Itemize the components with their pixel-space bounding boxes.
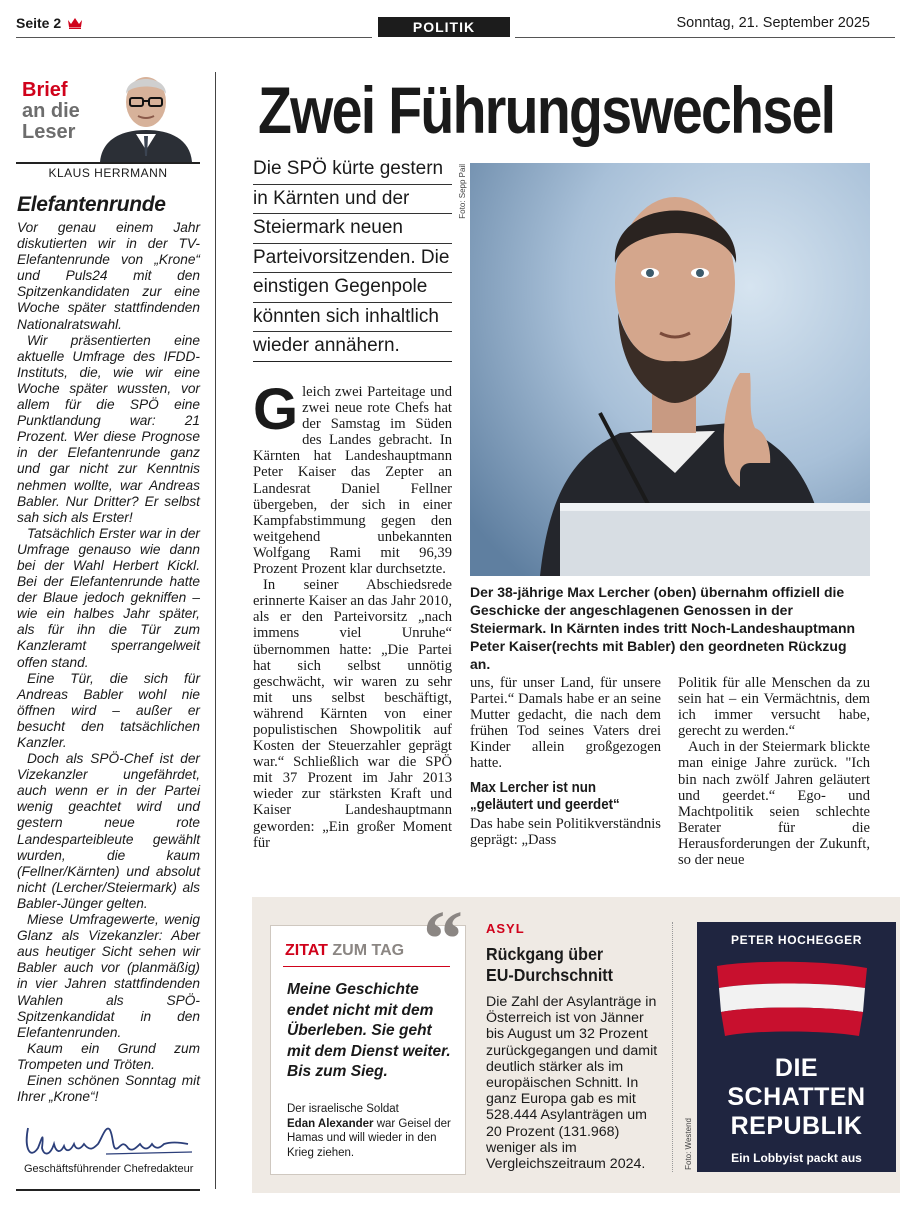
signature-image	[20, 1118, 195, 1164]
quote-label: ZITAT ZUM TAG	[285, 942, 405, 959]
drop-cap: G	[253, 377, 299, 442]
article-column-1: Gleich zwei Parteitage und zwei neue rote Chefs hat der Samstag im Süden des Landes gebracht. In Kärnten hat Landeshauptmann Peter Kaiser das Zepter an Landesrat Daniel Fellner übergeben, der sich in einer Kampfabstimmung gegen den weitgehend unbekannten Wolfgang Rami mit 96,39 Prozent Prozent klar durchsetzte. In seiner Abschiedsrede erinnerte Kaiser an das Jahr 2010, als er den Parteivorsitz „nach immens viel Unruhe“ übernommen hatte: „Die Partei hat sich selbst unnötig geschwächt, wir waren zu sehr mit uns selbst beschäftigt, während Kärnten von einer populistischen Showpolitik auf Kosten der Steuerzahler geprägt war.“ Schließlich war die SPÖ mit 37 Prozent im Jahr 2013 wieder zur stärksten Kraft und Kaiser Landeshauptmann geworden: „Ein großer Moment für	[253, 377, 452, 851]
quote-text: Meine Geschichte endet nicht mit dem Überleben. Sie geht mit dem Dienst weiter. Bis zum Sieg.	[287, 981, 451, 1080]
section-label: POLITIK	[378, 17, 510, 37]
author-name: KLAUS HERRMANN	[48, 166, 168, 180]
asyl-body: Die Zahl der Asylanträge in Österreich ist von Jänner bis August um 32 Prozent zurückgegangen und damit deutlich stärker als im europäischen Schnitt. In ganz Europa gab es mit 528.444 Asylanträgen um 20 Prozent (131.968) weniger als im Vergleichszeitraum 2024.	[486, 994, 658, 1173]
issue-date: Sonntag, 21. September 2025	[676, 15, 870, 31]
quote-source: Der israelische Soldat Edan Alexander war Geisel der Hamas und will wieder in den Krieg ziehen.	[287, 1103, 451, 1159]
photo-caption: Der 38-jährige Max Lercher (oben) übernahm offiziell die Geschicke der angeschlagenen Genossen in der Steiermark. In Kärnten indes tritt Noch-Landeshauptmann Peter Kaiser(rechts mit Babler) den geordneten Rückzug an.	[470, 584, 856, 672]
page-number: Seite 2	[16, 15, 83, 31]
crown-icon	[67, 17, 83, 29]
austrian-flag-image	[713, 958, 871, 1042]
sidebar-headline: Elefantenrunde	[17, 193, 166, 216]
article-lead: Die SPÖ kürte gestern in Kärnten und der Steiermark neuen Parteivorsitzenden. Die einstigen Gegenpole könnten sich inhaltlich wieder annähern.	[253, 155, 452, 361]
photo-max-lercher	[470, 163, 870, 576]
photo-credit: Foto: Sepp Pail	[458, 164, 467, 219]
book-title: DIE SCHATTEN REPUBLIK	[727, 1054, 866, 1140]
author-portrait	[92, 64, 200, 162]
quote-marks-icon: “	[423, 896, 463, 984]
asyl-headline: Rückgang über EU-Durchschnitt	[486, 944, 614, 985]
page-headline: Zwei Führungswechsel	[258, 73, 835, 147]
article-column-2: uns, für unser Land, für unsere Partei.“ Damals habe er an seine Mutter gedacht, die nach dem frühen Tod seines Vaters drei Kinder allein großgezogen hatte. Max Lercher ist nun „geläutert und geerdet“ Das habe sein Politikverständnis geprägt: „Dass	[470, 675, 661, 848]
book-photo-credit: Foto: Westend	[684, 1118, 693, 1170]
article-column-3: Politik für alle Menschen da zu sein hat – ein Vermächtnis, dem ich immer versucht habe, gerecht zu werden.“ Auch in der Steiermark blickte man einige Jahre zurück. "Ich bin nach zwölf Jahren geläutert und geerdet.“ Ego- und Machtpolitik seien schlechte Berater für die Herausforderungen der Zukunft, so der neue	[678, 675, 870, 869]
book-subtitle: Ein Lobbyist packt aus	[731, 1151, 862, 1165]
signature-caption: Geschäftsführender Chefredakteur	[24, 1163, 194, 1175]
brief-an-die-leser-logo: Brief an die Leser	[22, 79, 80, 143]
book-author: PETER HOCHEGGER	[730, 933, 862, 947]
sidebar-text: Vor genau einem Jahr diskutierten wir in der TV-Elefantenrunde von „Krone“ und Puls24 mit den Spitzenkandidaten zur eine Woche später stattfindenden Nationalratswahl. Wir präsentierten eine aktuelle Umfrage des IFDD-Instituts, die, wie wir eine Woche später wussten, vor allem für die SPÖ eine Punktlandung war: 21 Prozent. Wer diese Prognose in der Elefantenrunde ganz und gar nicht zur Kenntnis nehmen wollte, war Andreas Babler. Nur Dritter? Er selbst sah sich als Erster! Tatsächlich Erster war in der Umfrage genauso wie dann bei der Wahl Herbert Kickl. Bei der Elefantenrunde hatte der Blaue jedoch gekniffen – wie ein halbes Jahr später, als für ihn die Tür zum Kanzleramt sperrangelweit offen stand. Eine Tür, die sich für Andreas Babler wohl nie öffnen wird – außer er besucht den tatsächlichen Kanzler. Doch als SPÖ-Chef ist der Vizekanzler ungefährdet, auch wenn er in der Partei wenig geachtet wird und gestern neue rote Landesparteibleute gewählt wurden, die kaum (Fellner/Kärnten) und absolut nicht (Lercher/Steiermark) als Babler-Jünger gelten. Miese Umfragewerte, wenig Glanz als Vizekanzler: Aber aus heutiger Sicht sehen wir Babler auch vor (planmäßig) in vier Jahren stattfindenden Wahlen als SPÖ-Spitzenkandidat in den Elefantenrunden. Kaum ein Grund zum Trompeten und Tröten. Einen schönen Sonntag mit Ihrer „Krone“!	[17, 220, 200, 1105]
asyl-kicker: ASYL	[486, 921, 525, 936]
article-subhead: Max Lercher ist nun „geläutert und geerdet“	[470, 779, 620, 813]
